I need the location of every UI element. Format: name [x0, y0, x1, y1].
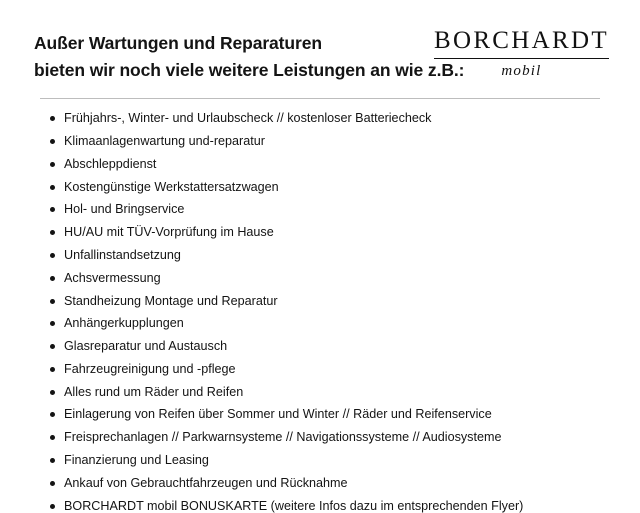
list-item — [34, 295, 606, 308]
list-item — [34, 249, 606, 262]
list-item-label: Kostengünstige Werkstattersatzwagen — [64, 179, 279, 194]
list-item — [34, 317, 606, 330]
list-item-label: Fahrzeugreinigung und -pflege — [64, 361, 236, 376]
list-item-label: Unfallinstandsetzung — [64, 247, 181, 262]
bullet-icon — [50, 139, 55, 144]
list-item — [34, 158, 606, 171]
bullet-icon — [50, 435, 55, 440]
list-item-label: Abschleppdienst — [64, 156, 157, 171]
page-title — [34, 26, 465, 84]
list-item — [34, 408, 606, 421]
brand-name: BORCHARDT — [434, 27, 609, 54]
bullet-icon — [50, 253, 55, 258]
brand-logo — [434, 26, 615, 80]
list-item — [34, 363, 606, 376]
bullet-icon — [50, 504, 55, 509]
bullet-icon — [50, 299, 55, 304]
document-header — [34, 26, 609, 84]
bullet-icon — [50, 390, 55, 395]
list-item-label: Glasreparatur und Austausch — [64, 339, 228, 354]
list-item — [34, 272, 606, 285]
bullet-icon — [50, 185, 55, 190]
brand-tagline: mobil — [501, 63, 542, 79]
list-item-label: Klimaanlagenwartung und-reparatur — [64, 134, 265, 149]
page-title-line-1: Außer Wartungen und Reparaturen — [34, 33, 322, 53]
header-divider — [40, 98, 600, 99]
list-item — [34, 431, 606, 444]
bullet-icon — [50, 276, 55, 281]
list-item — [34, 454, 606, 467]
list-item — [34, 135, 606, 148]
list-item-label: HU/AU mit TÜV-Vorprüfung im Hause — [64, 225, 274, 240]
list-item — [34, 181, 606, 194]
bullet-icon — [50, 458, 55, 463]
list-item-label: BORCHARDT mobil BONUSKARTE (weitere Infos dazu im entsprechenden Flyer) — [64, 498, 524, 513]
bullet-icon — [50, 162, 55, 167]
brand-divider — [434, 58, 609, 59]
list-item — [34, 386, 606, 399]
list-item — [34, 340, 606, 353]
list-item-label: Ankauf von Gebrauchtfahrzeugen und Rücknahme — [64, 475, 348, 490]
list-item — [34, 477, 606, 490]
bullet-icon — [50, 367, 55, 372]
bullet-icon — [50, 321, 55, 326]
list-item-label: Achsvermessung — [64, 270, 161, 285]
list-item-label: Alles rund um Räder und Reifen — [64, 384, 244, 399]
bullet-icon — [50, 344, 55, 349]
bullet-icon — [50, 230, 55, 235]
list-item — [34, 226, 606, 239]
bullet-icon — [50, 412, 55, 417]
bullet-icon — [50, 207, 55, 212]
list-item-label: Hol- und Bringservice — [64, 202, 185, 217]
list-item — [34, 203, 606, 216]
list-item — [34, 112, 606, 125]
list-item-label: Anhängerkupplungen — [64, 316, 184, 331]
list-item-label: Standheizung Montage und Reparatur — [64, 293, 278, 308]
services-list — [34, 112, 606, 512]
list-item-label: Frühjahrs-, Winter- und Urlaubscheck // kostenloser Batteriecheck — [64, 111, 432, 126]
list-item — [34, 500, 606, 513]
bullet-icon — [50, 481, 55, 486]
list-item-label: Einlagerung von Reifen über Sommer und Winter // Räder und Reifenservice — [64, 407, 492, 422]
list-item-label: Finanzierung und Leasing — [64, 452, 209, 467]
list-item-label: Freisprechanlagen // Parkwarnsysteme // Navigationssysteme // Audiosysteme — [64, 430, 502, 445]
bullet-icon — [50, 116, 55, 121]
page-title-line-2: bieten wir noch viele weitere Leistungen an wie z.B.: — [34, 60, 465, 81]
